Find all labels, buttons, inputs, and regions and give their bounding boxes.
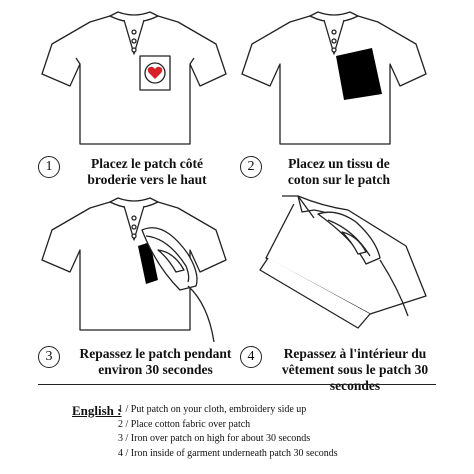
step-number-1: 1 bbox=[38, 156, 60, 178]
step-number-4: 4 bbox=[240, 346, 262, 368]
polo-shirt-patch-illustration bbox=[40, 8, 228, 150]
polo-shirt-iron-illustration bbox=[38, 194, 230, 344]
step-4 bbox=[240, 346, 440, 394]
step-4-caption: Repassez à l'intérieur du vêtement sous le patch 30 secondes bbox=[281, 346, 429, 393]
step-1-caption: Placez le patch côté broderie vers le haut bbox=[87, 156, 207, 187]
heart-patch-icon bbox=[145, 63, 165, 83]
step-number-2: 2 bbox=[240, 156, 262, 178]
step-1 bbox=[38, 156, 238, 188]
step-3-caption: Repassez le patch pendant environ 30 secondes bbox=[79, 346, 232, 377]
step-2-caption: Placez un tissu de coton sur le patch bbox=[287, 156, 391, 187]
english-item: 3 / Iron over patch on high for about 30 seconds bbox=[118, 433, 311, 444]
step-number-3: 3 bbox=[38, 346, 60, 368]
polo-shirt-fabric-illustration bbox=[234, 8, 434, 150]
step-2 bbox=[240, 156, 440, 188]
english-label: English : bbox=[72, 403, 122, 418]
english-item: 4 / Iron inside of garment underneath patch 30 seconds bbox=[118, 447, 338, 459]
english-instructions bbox=[118, 403, 338, 461]
iron-inside-garment-illustration bbox=[258, 188, 434, 344]
english-item: 1 / Put patch on your cloth, embroidery side up bbox=[118, 404, 307, 415]
step-3 bbox=[38, 346, 243, 378]
english-item: 2 / Place cotton fabric over patch bbox=[118, 418, 251, 430]
divider bbox=[38, 384, 436, 385]
